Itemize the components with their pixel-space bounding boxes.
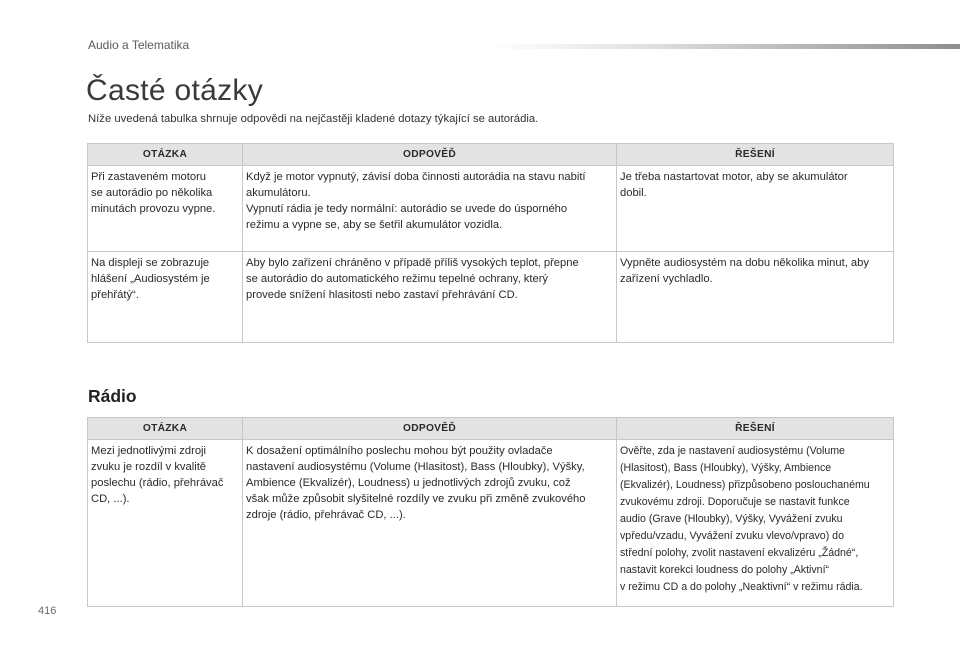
text-line: Aby bylo zařízení chráněno v případě příliš vysokých teplot, přepne [246, 257, 579, 269]
column-header-answer: ODPOVĚĎ [243, 144, 617, 166]
intro-text: Níže uvedená tabulka shrnuje odpovědi na nejčastěji kladené dotazy týkající se autorádia. [88, 113, 539, 125]
answer-cell [243, 252, 617, 343]
text-line: K dosažení optimálního poslechu mohou být použity ovladače [246, 445, 553, 457]
column-header-solution: ŘEŠENÍ [617, 144, 894, 166]
text-line: dobil. [620, 187, 647, 199]
text-line: (Ekvalizér), Loudness) přizpůsobeno poslouchanému [620, 479, 870, 491]
text-line: akumulátoru. [246, 187, 311, 199]
table-row [88, 440, 894, 607]
table-row [88, 166, 894, 252]
faq-table-general [87, 143, 894, 343]
column-header-solution: ŘEŠENÍ [617, 418, 894, 440]
text-line: Vypněte audiosystém na dobu několika minut, aby [620, 257, 869, 269]
text-line: vpředu/vzadu, Vyvážení zvuku vlevo/vpravo) do [620, 530, 844, 542]
text-line: zvukovému zdroji. Doporučuje se nastavit funkce [620, 496, 850, 508]
text-line: v režimu CD a do polohy „Neaktivní“ v režimu rádia. [620, 581, 863, 593]
text-line: Ověřte, zda je nastavení audiosystému (Volume [620, 445, 845, 457]
table-row [88, 252, 894, 343]
column-header-answer: ODPOVĚĎ [243, 418, 617, 440]
question-cell [88, 440, 243, 607]
text-line: zdroje (rádio, přehrávač CD, ...). [246, 509, 406, 521]
text-line: Vypnutí rádia je tedy normální: autorádio se uvede do úsporného [246, 203, 568, 215]
text-line: audio (Grave (Hloubky), Výšky, Vyvážení zvuku [620, 513, 843, 525]
header-divider-bar [490, 44, 960, 49]
column-header-question: OTÁZKA [88, 144, 243, 166]
text-line: minutách provozu vypne. [91, 203, 216, 215]
text-line: hlášení „Audiosystém je [91, 273, 210, 285]
text-line: poslechu (rádio, přehrávač [91, 477, 224, 489]
section-header: Audio a Telematika [88, 38, 190, 52]
text-line: se autorádio po několika [91, 187, 213, 199]
text-line: střední polohy, zvolit nastavení ekvalizéru „Žádné“, [620, 547, 859, 559]
column-header-question: OTÁZKA [88, 418, 243, 440]
question-cell [88, 166, 243, 252]
text-line: zařízení vychladlo. [620, 273, 713, 285]
question-cell [88, 252, 243, 343]
text-line: přehřátý“. [91, 289, 139, 301]
answer-cell [243, 166, 617, 252]
text-line: provede snížení hlasitosti nebo zastaví přehrávání CD. [246, 289, 518, 301]
text-line: nastavení audiosystému (Volume (Hlasitost), Bass (Hloubky), Výšky, [246, 461, 585, 473]
text-line: však může způsobit slyšitelné rozdíly ve zvuku při změně zvukového [246, 493, 586, 505]
text-line: zvuku je rozdíl v kvalitě [91, 461, 207, 473]
text-line: se autorádio do automatického režimu tepelné ochrany, který [246, 273, 549, 285]
text-line: Ambience (Ekvalizér), Loudness) u jednotlivých zdrojů zvuku, což [246, 477, 571, 489]
solution-cell [617, 440, 894, 607]
table-header-row [88, 418, 894, 440]
text-line: Když je motor vypnutý, závisí doba činnosti autorádia na stavu nabití [246, 171, 586, 183]
text-line: Na displeji se zobrazuje [91, 257, 210, 269]
text-line: nastavit korekci loudness do polohy „Aktivní“ [620, 564, 830, 576]
answer-cell [243, 440, 617, 607]
text-line: (Hlasitost), Bass (Hloubky), Výšky, Ambience [620, 462, 832, 474]
text-line: Mezi jednotlivými zdroji [91, 445, 207, 457]
text-line: režimu a vypne se, aby se šetřil akumulátor vozidla. [246, 219, 503, 231]
section-heading-radio: Rádio [88, 386, 137, 406]
page-number: 416 [38, 605, 57, 617]
table-header-row [88, 144, 894, 166]
solution-cell [617, 166, 894, 252]
text-line: Při zastaveném motoru [91, 171, 207, 183]
page-title: Časté otázky [86, 74, 264, 107]
text-line: Je třeba nastartovat motor, aby se akumulátor [620, 171, 848, 183]
faq-table-radio [87, 417, 894, 607]
solution-cell [617, 252, 894, 343]
text-line: CD, ...). [91, 493, 130, 505]
